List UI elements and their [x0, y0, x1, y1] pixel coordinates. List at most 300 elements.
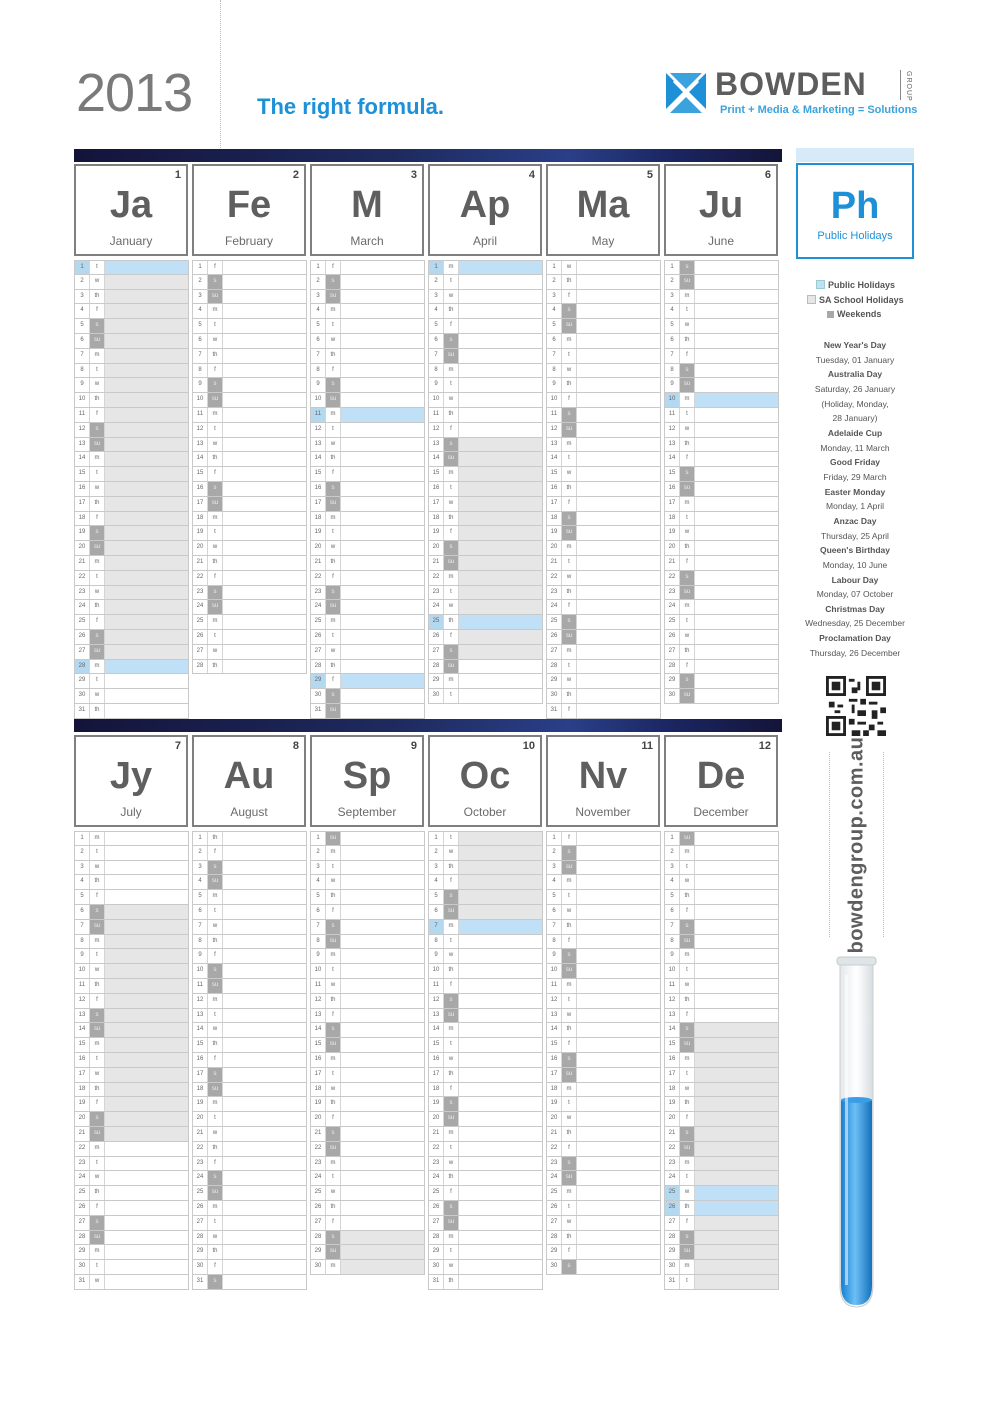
day-note-area[interactable]	[695, 290, 778, 304]
day-note-area[interactable]	[341, 615, 424, 629]
day-row[interactable]	[664, 1038, 779, 1053]
day-note-area[interactable]	[695, 378, 778, 392]
day-row[interactable]	[310, 512, 425, 527]
day-note-area[interactable]	[459, 1142, 542, 1156]
day-note-area[interactable]	[341, 1112, 424, 1126]
day-note-area[interactable]	[105, 1023, 188, 1037]
day-note-area[interactable]	[341, 1260, 424, 1274]
day-row[interactable]	[428, 526, 543, 541]
day-row[interactable]	[192, 964, 307, 979]
day-row[interactable]	[310, 275, 425, 290]
day-row[interactable]	[546, 349, 661, 364]
day-note-area[interactable]	[577, 290, 660, 304]
day-note-area[interactable]	[105, 1112, 188, 1126]
day-row[interactable]	[310, 378, 425, 393]
day-note-area[interactable]	[223, 1127, 306, 1141]
day-note-area[interactable]	[459, 689, 542, 703]
day-row[interactable]	[428, 1083, 543, 1098]
day-row[interactable]	[192, 1127, 307, 1142]
day-row[interactable]	[192, 1216, 307, 1231]
day-note-area[interactable]	[341, 1171, 424, 1185]
day-note-area[interactable]	[341, 949, 424, 963]
day-note-area[interactable]	[105, 674, 188, 688]
day-note-area[interactable]	[459, 861, 542, 875]
day-row[interactable]	[74, 1142, 189, 1157]
day-row[interactable]	[192, 600, 307, 615]
day-row[interactable]	[664, 482, 779, 497]
day-row[interactable]	[74, 615, 189, 630]
day-row[interactable]	[192, 260, 307, 275]
day-note-area[interactable]	[577, 1171, 660, 1185]
day-note-area[interactable]	[695, 482, 778, 496]
day-row[interactable]	[546, 482, 661, 497]
day-note-area[interactable]	[105, 261, 188, 274]
day-note-area[interactable]	[341, 349, 424, 363]
day-row[interactable]	[192, 512, 307, 527]
day-row[interactable]	[428, 1275, 543, 1290]
day-note-area[interactable]	[341, 378, 424, 392]
day-note-area[interactable]	[105, 1260, 188, 1274]
day-note-area[interactable]	[105, 334, 188, 348]
day-row[interactable]	[192, 1231, 307, 1246]
day-note-area[interactable]	[341, 1038, 424, 1052]
day-row[interactable]	[546, 275, 661, 290]
day-note-area[interactable]	[105, 875, 188, 889]
day-note-area[interactable]	[577, 452, 660, 466]
day-row[interactable]	[428, 571, 543, 586]
day-note-area[interactable]	[105, 1142, 188, 1156]
day-row[interactable]	[546, 378, 661, 393]
day-note-area[interactable]	[459, 615, 542, 629]
day-row[interactable]	[192, 979, 307, 994]
day-row[interactable]	[546, 571, 661, 586]
day-note-area[interactable]	[223, 467, 306, 481]
day-row[interactable]	[310, 349, 425, 364]
day-note-area[interactable]	[695, 1097, 778, 1111]
day-row[interactable]	[310, 949, 425, 964]
day-note-area[interactable]	[341, 364, 424, 378]
day-note-area[interactable]	[341, 1053, 424, 1067]
day-row[interactable]	[74, 1201, 189, 1216]
day-row[interactable]	[192, 1038, 307, 1053]
day-note-area[interactable]	[577, 890, 660, 904]
day-row[interactable]	[74, 1275, 189, 1290]
day-row[interactable]	[310, 319, 425, 334]
day-note-area[interactable]	[341, 571, 424, 585]
day-row[interactable]	[664, 949, 779, 964]
day-row[interactable]	[664, 1231, 779, 1246]
day-row[interactable]	[74, 586, 189, 601]
day-row[interactable]	[74, 393, 189, 408]
day-note-area[interactable]	[695, 497, 778, 511]
day-row[interactable]	[546, 497, 661, 512]
day-note-area[interactable]	[341, 497, 424, 511]
day-note-area[interactable]	[341, 452, 424, 466]
day-note-area[interactable]	[341, 1023, 424, 1037]
day-row[interactable]	[310, 1068, 425, 1083]
day-row[interactable]	[546, 556, 661, 571]
day-note-area[interactable]	[577, 408, 660, 422]
day-note-area[interactable]	[459, 1009, 542, 1023]
day-note-area[interactable]	[459, 1171, 542, 1185]
day-row[interactable]	[546, 1127, 661, 1142]
day-note-area[interactable]	[223, 905, 306, 919]
day-note-area[interactable]	[223, 1083, 306, 1097]
day-row[interactable]	[192, 846, 307, 861]
day-note-area[interactable]	[459, 1023, 542, 1037]
day-row[interactable]	[664, 1260, 779, 1275]
day-row[interactable]	[664, 674, 779, 689]
day-note-area[interactable]	[459, 1097, 542, 1111]
day-note-area[interactable]	[223, 586, 306, 600]
day-note-area[interactable]	[223, 556, 306, 570]
day-row[interactable]	[74, 920, 189, 935]
day-row[interactable]	[192, 1053, 307, 1068]
day-row[interactable]	[546, 1157, 661, 1172]
day-row[interactable]	[546, 452, 661, 467]
day-row[interactable]	[192, 319, 307, 334]
day-note-area[interactable]	[105, 452, 188, 466]
day-note-area[interactable]	[105, 423, 188, 437]
day-note-area[interactable]	[341, 645, 424, 659]
day-row[interactable]	[664, 831, 779, 846]
day-note-area[interactable]	[341, 1201, 424, 1215]
day-row[interactable]	[310, 1260, 425, 1275]
day-note-area[interactable]	[577, 438, 660, 452]
day-row[interactable]	[664, 846, 779, 861]
day-note-area[interactable]	[223, 1053, 306, 1067]
day-row[interactable]	[74, 1157, 189, 1172]
day-note-area[interactable]	[577, 497, 660, 511]
day-note-area[interactable]	[105, 1038, 188, 1052]
day-note-area[interactable]	[341, 512, 424, 526]
day-note-area[interactable]	[695, 890, 778, 904]
day-note-area[interactable]	[459, 349, 542, 363]
day-row[interactable]	[664, 571, 779, 586]
day-row[interactable]	[428, 920, 543, 935]
day-note-area[interactable]	[459, 1127, 542, 1141]
day-note-area[interactable]	[695, 935, 778, 949]
day-row[interactable]	[546, 526, 661, 541]
day-note-area[interactable]	[695, 1201, 778, 1215]
day-note-area[interactable]	[341, 1245, 424, 1259]
day-row[interactable]	[546, 630, 661, 645]
day-row[interactable]	[546, 334, 661, 349]
day-note-area[interactable]	[695, 1245, 778, 1259]
day-row[interactable]	[74, 1083, 189, 1098]
day-note-area[interactable]	[105, 586, 188, 600]
day-row[interactable]	[428, 846, 543, 861]
day-note-area[interactable]	[695, 861, 778, 875]
day-note-area[interactable]	[223, 1023, 306, 1037]
day-note-area[interactable]	[459, 630, 542, 644]
day-note-area[interactable]	[105, 1216, 188, 1230]
day-row[interactable]	[74, 704, 189, 719]
day-note-area[interactable]	[341, 1157, 424, 1171]
day-row[interactable]	[546, 1171, 661, 1186]
day-note-area[interactable]	[459, 832, 542, 845]
day-note-area[interactable]	[577, 526, 660, 540]
day-row[interactable]	[664, 1097, 779, 1112]
day-row[interactable]	[664, 920, 779, 935]
day-row[interactable]	[74, 541, 189, 556]
day-note-area[interactable]	[459, 512, 542, 526]
day-note-area[interactable]	[695, 1083, 778, 1097]
day-row[interactable]	[428, 1038, 543, 1053]
day-row[interactable]	[546, 674, 661, 689]
day-row[interactable]	[310, 1053, 425, 1068]
day-row[interactable]	[546, 1083, 661, 1098]
day-note-area[interactable]	[695, 393, 778, 407]
day-row[interactable]	[428, 1216, 543, 1231]
day-row[interactable]	[74, 1231, 189, 1246]
day-row[interactable]	[428, 994, 543, 1009]
day-row[interactable]	[664, 452, 779, 467]
day-row[interactable]	[546, 408, 661, 423]
day-note-area[interactable]	[223, 423, 306, 437]
day-note-area[interactable]	[459, 660, 542, 674]
day-note-area[interactable]	[577, 467, 660, 481]
day-note-area[interactable]	[577, 556, 660, 570]
day-row[interactable]	[428, 1260, 543, 1275]
day-row[interactable]	[546, 1216, 661, 1231]
day-note-area[interactable]	[459, 1186, 542, 1200]
day-note-area[interactable]	[223, 334, 306, 348]
day-row[interactable]	[310, 964, 425, 979]
day-row[interactable]	[310, 846, 425, 861]
day-note-area[interactable]	[223, 949, 306, 963]
day-note-area[interactable]	[105, 1157, 188, 1171]
day-note-area[interactable]	[695, 979, 778, 993]
day-row[interactable]	[428, 334, 543, 349]
day-note-area[interactable]	[577, 689, 660, 703]
day-note-area[interactable]	[223, 497, 306, 511]
day-note-area[interactable]	[223, 438, 306, 452]
day-note-area[interactable]	[105, 1083, 188, 1097]
day-row[interactable]	[310, 571, 425, 586]
day-row[interactable]	[192, 1201, 307, 1216]
day-note-area[interactable]	[105, 393, 188, 407]
day-note-area[interactable]	[459, 964, 542, 978]
day-row[interactable]	[546, 1201, 661, 1216]
day-row[interactable]	[664, 1171, 779, 1186]
day-note-area[interactable]	[105, 935, 188, 949]
day-note-area[interactable]	[105, 920, 188, 934]
day-note-area[interactable]	[695, 1186, 778, 1200]
day-row[interactable]	[74, 1097, 189, 1112]
day-row[interactable]	[546, 1009, 661, 1024]
day-row[interactable]	[428, 1142, 543, 1157]
day-note-area[interactable]	[223, 1038, 306, 1052]
day-row[interactable]	[74, 319, 189, 334]
day-row[interactable]	[74, 1023, 189, 1038]
day-note-area[interactable]	[341, 556, 424, 570]
day-note-area[interactable]	[577, 615, 660, 629]
day-row[interactable]	[192, 452, 307, 467]
day-note-area[interactable]	[695, 645, 778, 659]
day-note-area[interactable]	[223, 1171, 306, 1185]
day-row[interactable]	[74, 875, 189, 890]
day-note-area[interactable]	[577, 334, 660, 348]
day-note-area[interactable]	[577, 541, 660, 555]
day-row[interactable]	[74, 949, 189, 964]
day-note-area[interactable]	[341, 600, 424, 614]
day-note-area[interactable]	[577, 1157, 660, 1171]
day-row[interactable]	[664, 689, 779, 704]
day-note-area[interactable]	[105, 1275, 188, 1289]
day-row[interactable]	[546, 615, 661, 630]
day-row[interactable]	[74, 1186, 189, 1201]
day-note-area[interactable]	[695, 832, 778, 845]
day-note-area[interactable]	[577, 1097, 660, 1111]
day-note-area[interactable]	[577, 275, 660, 289]
day-row[interactable]	[664, 905, 779, 920]
day-note-area[interactable]	[341, 832, 424, 845]
day-row[interactable]	[428, 630, 543, 645]
day-row[interactable]	[428, 290, 543, 305]
day-row[interactable]	[546, 600, 661, 615]
day-note-area[interactable]	[341, 630, 424, 644]
day-note-area[interactable]	[105, 497, 188, 511]
day-note-area[interactable]	[577, 935, 660, 949]
day-row[interactable]	[428, 890, 543, 905]
day-note-area[interactable]	[341, 890, 424, 904]
day-note-area[interactable]	[105, 1245, 188, 1259]
day-row[interactable]	[192, 423, 307, 438]
day-note-area[interactable]	[459, 393, 542, 407]
day-row[interactable]	[428, 275, 543, 290]
day-note-area[interactable]	[341, 261, 424, 274]
day-note-area[interactable]	[577, 482, 660, 496]
day-note-area[interactable]	[695, 467, 778, 481]
day-row[interactable]	[74, 290, 189, 305]
day-note-area[interactable]	[341, 334, 424, 348]
day-note-area[interactable]	[105, 832, 188, 845]
day-note-area[interactable]	[577, 571, 660, 585]
day-row[interactable]	[192, 1245, 307, 1260]
day-note-area[interactable]	[695, 1231, 778, 1245]
day-row[interactable]	[192, 556, 307, 571]
day-row[interactable]	[74, 861, 189, 876]
day-row[interactable]	[74, 994, 189, 1009]
day-row[interactable]	[74, 438, 189, 453]
day-row[interactable]	[310, 408, 425, 423]
day-note-area[interactable]	[459, 949, 542, 963]
day-note-area[interactable]	[223, 378, 306, 392]
day-row[interactable]	[546, 304, 661, 319]
day-note-area[interactable]	[223, 1216, 306, 1230]
day-note-area[interactable]	[577, 261, 660, 274]
day-note-area[interactable]	[577, 304, 660, 318]
day-note-area[interactable]	[223, 1260, 306, 1274]
day-note-area[interactable]	[341, 275, 424, 289]
day-note-area[interactable]	[577, 704, 660, 718]
day-row[interactable]	[664, 408, 779, 423]
day-row[interactable]	[428, 556, 543, 571]
day-note-area[interactable]	[341, 304, 424, 318]
day-row[interactable]	[74, 630, 189, 645]
day-note-area[interactable]	[341, 1127, 424, 1141]
day-note-area[interactable]	[459, 423, 542, 437]
day-row[interactable]	[546, 438, 661, 453]
day-note-area[interactable]	[459, 586, 542, 600]
day-row[interactable]	[192, 334, 307, 349]
day-note-area[interactable]	[223, 861, 306, 875]
day-row[interactable]	[546, 645, 661, 660]
day-row[interactable]	[428, 349, 543, 364]
day-row[interactable]	[664, 615, 779, 630]
day-note-area[interactable]	[105, 526, 188, 540]
day-note-area[interactable]	[105, 482, 188, 496]
day-row[interactable]	[310, 364, 425, 379]
day-note-area[interactable]	[223, 832, 306, 845]
day-note-area[interactable]	[695, 275, 778, 289]
day-row[interactable]	[192, 349, 307, 364]
day-row[interactable]	[664, 1053, 779, 1068]
day-row[interactable]	[192, 831, 307, 846]
website-url[interactable]: bowdengroup.com.au	[845, 736, 867, 953]
day-row[interactable]	[546, 846, 661, 861]
day-row[interactable]	[428, 1097, 543, 1112]
day-row[interactable]	[74, 1245, 189, 1260]
day-row[interactable]	[310, 935, 425, 950]
day-row[interactable]	[428, 979, 543, 994]
day-note-area[interactable]	[223, 660, 306, 674]
day-row[interactable]	[310, 615, 425, 630]
day-note-area[interactable]	[577, 1009, 660, 1023]
day-row[interactable]	[310, 979, 425, 994]
day-row[interactable]	[192, 408, 307, 423]
day-row[interactable]	[428, 1157, 543, 1172]
day-note-area[interactable]	[695, 1068, 778, 1082]
day-note-area[interactable]	[223, 615, 306, 629]
day-row[interactable]	[664, 586, 779, 601]
day-note-area[interactable]	[577, 979, 660, 993]
day-row[interactable]	[74, 364, 189, 379]
day-row[interactable]	[428, 875, 543, 890]
day-note-area[interactable]	[105, 1097, 188, 1111]
day-note-area[interactable]	[459, 1068, 542, 1082]
day-row[interactable]	[428, 1023, 543, 1038]
day-note-area[interactable]	[223, 1097, 306, 1111]
day-row[interactable]	[664, 467, 779, 482]
day-row[interactable]	[664, 935, 779, 950]
day-row[interactable]	[310, 704, 425, 719]
day-note-area[interactable]	[577, 1142, 660, 1156]
day-note-area[interactable]	[459, 261, 542, 274]
day-note-area[interactable]	[695, 1038, 778, 1052]
day-row[interactable]	[192, 275, 307, 290]
day-note-area[interactable]	[341, 467, 424, 481]
day-note-area[interactable]	[577, 1201, 660, 1215]
day-note-area[interactable]	[577, 1023, 660, 1037]
day-row[interactable]	[428, 260, 543, 275]
day-note-area[interactable]	[341, 482, 424, 496]
day-note-area[interactable]	[105, 1186, 188, 1200]
day-row[interactable]	[664, 393, 779, 408]
day-row[interactable]	[74, 334, 189, 349]
day-note-area[interactable]	[695, 556, 778, 570]
day-row[interactable]	[664, 875, 779, 890]
day-note-area[interactable]	[223, 1157, 306, 1171]
day-note-area[interactable]	[459, 1157, 542, 1171]
day-row[interactable]	[74, 1216, 189, 1231]
day-note-area[interactable]	[695, 526, 778, 540]
day-row[interactable]	[310, 423, 425, 438]
day-note-area[interactable]	[223, 846, 306, 860]
day-row[interactable]	[192, 1023, 307, 1038]
day-row[interactable]	[310, 1038, 425, 1053]
